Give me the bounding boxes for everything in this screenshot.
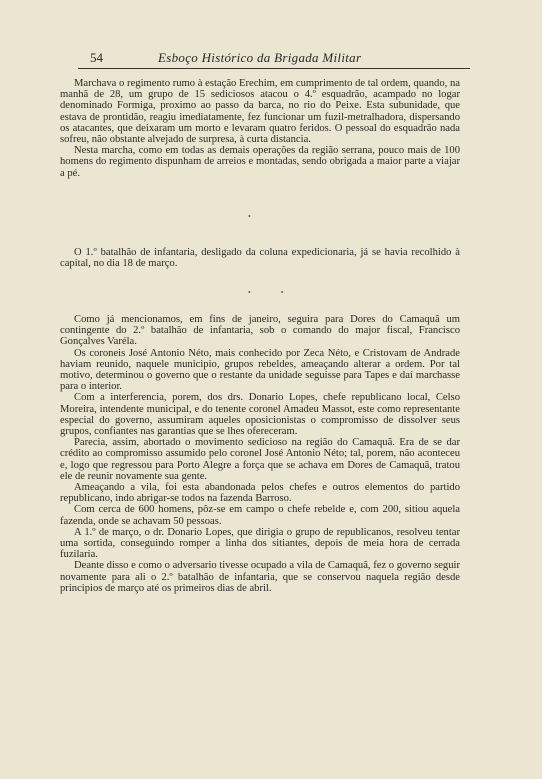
paragraph: Ameaçando a vila, foi esta abandonada pelos chefes e outros elementos do partido republicano, indo abrigar-se todos na fazenda Barroso. [60,482,460,505]
paragraph: Com cerca de 600 homens, pôz-se em campo o chefe rebelde e, com 200, sitiou aquela fazenda, onde se achavam 50 pessoas. [60,504,460,527]
paragraph: Nesta marcha, como em todas as demais operações da região serrana, pouco mais de 100 homens do regimento dispunham de arreios e montadas, sendo obrigada a maior parte a viajar a pé. [60,145,460,179]
running-title: Esboço Histórico da Brigada Militar [158,50,362,65]
section-3 [60,314,460,594]
page-number: 54 [90,50,103,65]
paragraph: A 1.º de março, o dr. Donario Lopes, que dirigia o grupo de republicanos, resolveu tentar uma sortida, conseguindo romper a linha dos sitiantes, depois de meia hora de cerrada fuzilaria. [60,526,460,561]
paragraph: O 1.º batalhão de infantaria, desligado da coluna expedicionaria, já se havia recolhido à capital, no dia 18 de março. [60,247,460,270]
paragraph: Parecia, assim, abortado o movimento sedicioso na região do Camaquã. Era de se dar crédito ao compromisso assumido pelo coronel José Antonio Néto; tal, porem, não aconteceu e, logo que regressou para Porto Alegre a força que se achava em Dores de Camaquã, tratou ele de reunir novamente sua gente. [60,437,460,482]
section-1 [60,78,460,179]
section-2 [60,247,460,269]
section-separator: • [248,212,265,221]
section-separator: • • [248,288,298,297]
paragraph: Marchava o regimento rumo à estação Erechim, em cumprimento de tal ordem, quando, na manhã de 28, um grupo de 15 sediciosos atacou o 4.º esquadrão, acampado no logar denominado Formiga, proximo ao passo da barca, no rio do Peixe. Esta subunidade, que estava de prontidão, reagiu imediatamente, fez funcionar um fuzil-metralhadora, dispersando os atacantes, que deixaram um morto e levaram quatro feridos. O pessoal do esquadrão nada sofreu, não obstante alvejado de surpresa, à curta distancia. [60,78,460,146]
paragraph: Com a interferencia, porem, dos drs. Donario Lopes, chefe republicano local, Celso Moreira, intendente municipal, e do tenente coronel Amadeu Massot, este como representante especial do governo, assumiram aqueles oposicionistas o compromisso de dissolver seus grupos, confiantes nas garantias que se lhes ofereceram. [60,392,460,438]
page-header [78,50,470,69]
paragraph: Deante disso e como o adversario tivesse ocupado a vila de Camaquã, fez o governo seguir novamente para ali o 2.º batalhão de infantaria, que se conservou naquela região desde principios de março até os primeiros dias de abril. [60,560,460,594]
paragraph: Como já mencionamos, em fins de janeiro, seguira para Dores do Camaquã um contingente do 2.º batalhão de infantaria, sob o comando do major fiscal, Francisco Gonçalves Varéla. [60,314,460,348]
paragraph: Os coroneis José Antonio Néto, mais conhecido por Zeca Néto, e Cristovam de Andrade haviam reunido, naquele municipio, grupos rebeldes, ameaçando alterar a ordem. Por tal motivo, determinou o governo que o restante da unidade seguisse para Tapes e daí marchasse para o interior. [60,347,460,393]
